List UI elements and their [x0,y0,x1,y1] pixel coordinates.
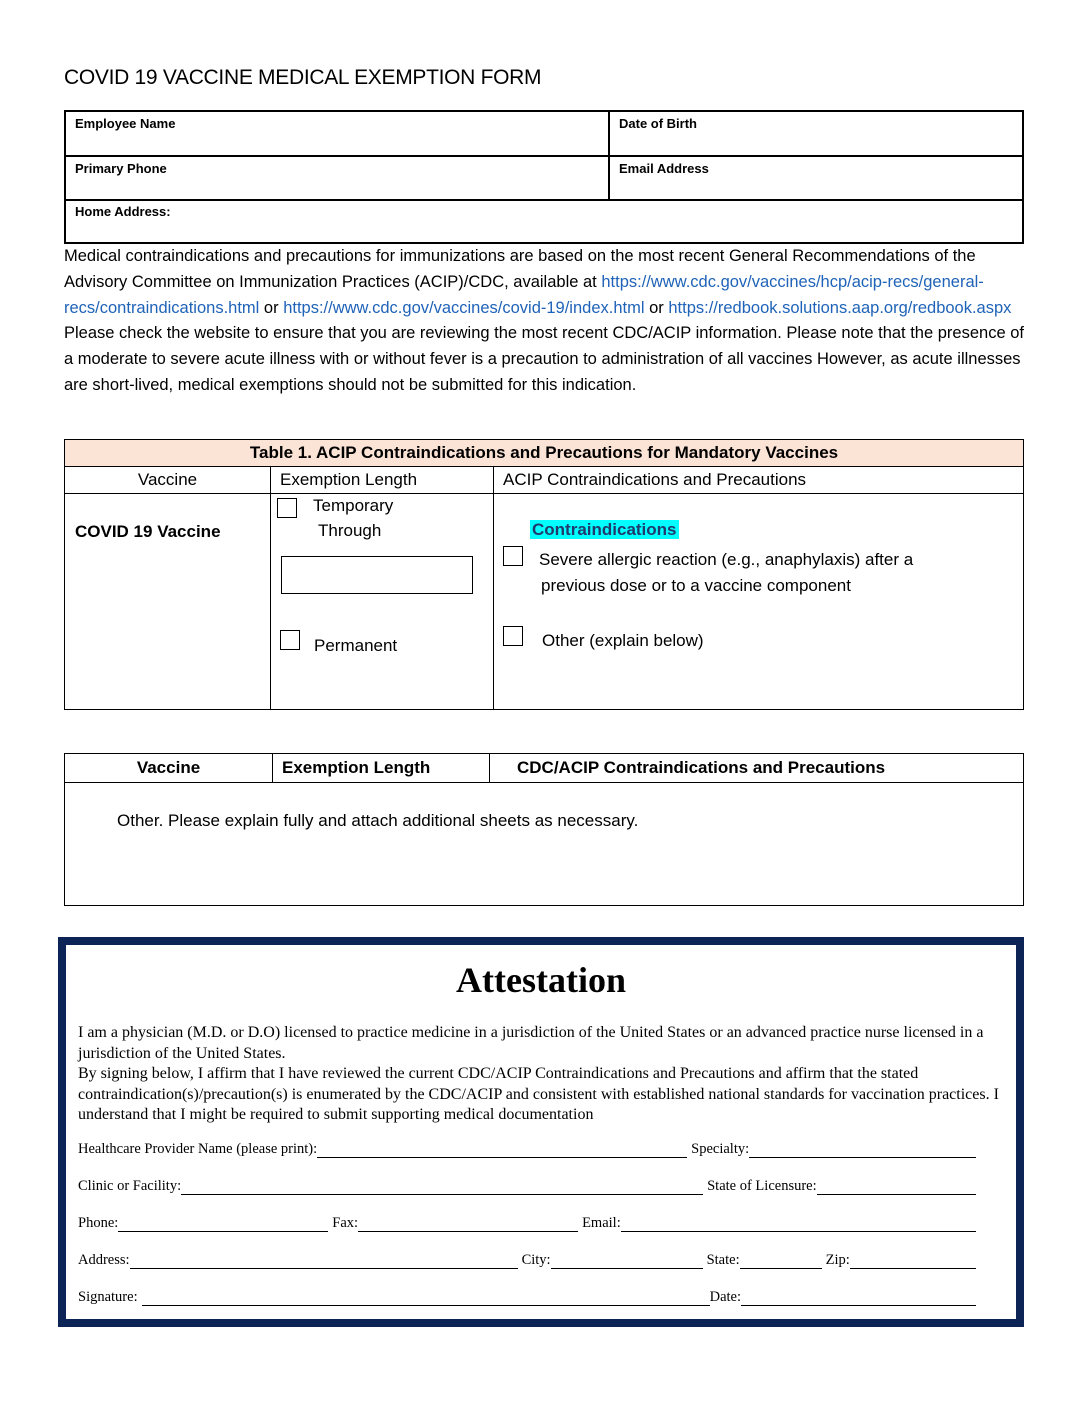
employee-name-label: Employee Name [75,116,176,131]
state-input[interactable] [740,1254,822,1269]
primary-phone-field[interactable] [75,161,595,197]
temporary-checkbox[interactable] [277,498,297,518]
column-header-vaccine: Vaccine [65,754,273,783]
employee-name-field[interactable] [75,116,595,154]
temporary-label: Temporary [313,496,394,515]
signature-label: Signature: [78,1289,138,1305]
attestation-box [58,937,1024,1327]
intro-paragraph [64,244,1024,399]
cdc-covid19-link[interactable]: https://www.cdc.gov/vaccines/covid-19/index.html [283,298,645,317]
signature-row [78,1286,976,1306]
explanation-field[interactable] [65,783,1024,906]
specialty-input[interactable] [749,1143,976,1158]
zip-input[interactable] [850,1254,976,1269]
city-input[interactable] [551,1254,703,1269]
severe-allergic-reaction-checkbox[interactable] [503,546,523,566]
state-licensure-label: State of Licensure: [707,1178,817,1194]
specialty-label: Specialty: [691,1141,750,1157]
column-header-vaccine: Vaccine [65,467,271,494]
column-header-contraindications: CDC/ACIP Contraindications and Precautions [490,754,1024,783]
phone-label: Phone: [78,1215,119,1231]
employee-info-table [64,110,1024,244]
divider [66,155,1022,157]
email-input[interactable] [621,1217,976,1232]
column-header-exemption-length: Exemption Length [273,754,490,783]
through-label: Through [318,521,382,540]
attestation-text [78,1023,1008,1126]
contact-row [78,1212,976,1232]
contraindications-highlight: Contraindications [532,520,677,539]
provider-name-input[interactable] [317,1143,687,1158]
explanation-prompt: Other. Please explain fully and attach additional sheets as necessary. [117,811,639,830]
date-of-birth-field[interactable] [619,116,1019,154]
through-date-input[interactable] [281,556,473,594]
email-address-label: Email Address [619,161,709,176]
email-label: Email: [582,1215,621,1231]
explanation-table [64,753,1024,906]
clinic-input[interactable] [181,1180,703,1195]
severe-allergic-reaction-label-cont: previous dose or to a vaccine component [541,576,851,595]
divider [66,199,1022,201]
phone-input[interactable] [118,1217,328,1232]
primary-phone-label: Primary Phone [75,161,167,176]
clinic-label: Clinic or Facility: [78,1178,182,1194]
or-text: or [644,298,669,317]
other-checkbox[interactable] [503,626,523,646]
provider-row [78,1138,976,1158]
other-label: Other (explain below) [542,631,704,650]
contraindications-table [64,439,1024,710]
or-text: or [259,298,284,317]
fax-label: Fax: [332,1215,359,1231]
column-header-contraindications: ACIP Contraindications and Precautions [494,467,1024,494]
column-header-exemption-length: Exemption Length [271,467,494,494]
address-row [78,1249,976,1269]
contraindications-heading [530,520,679,540]
permanent-checkbox[interactable] [280,630,300,650]
table-caption: Table 1. ACIP Contraindications and Precautions for Mandatory Vaccines [65,440,1024,467]
permanent-label: Permanent [314,636,398,655]
severe-allergic-reaction-label: Severe allergic reaction (e.g., anaphylaxis) after a [539,550,914,569]
intro-text: Please check the website to ensure that you are reviewing the most recent CDC/ACIP information. Please note that the presence of a moderate to severe acute illness with or without fever is a precaution to administration of all vaccines However, as acute illnesses are short-lived, medical exemptions should not be submitted for this indication. [64,324,1024,394]
cdc-contraindications-link[interactable]: https://www.cdc.gov/vaccines/hcp/acip-recs/general-recs/contraindications.html [64,272,984,317]
home-address-label: Home Address: [75,204,171,219]
date-input[interactable] [741,1291,976,1306]
email-address-field[interactable] [619,161,1019,197]
zip-label: Zip: [825,1252,850,1268]
contraindications-cell [494,494,1024,710]
state-licensure-input[interactable] [817,1180,976,1195]
intro-text: Medical contraindications and precautions for immunizations are based on the most recent General Recommendations of the Advisory Committee on Immunization Practices (ACIP)/CDC, available at [64,247,976,291]
attestation-para-1: I am a physician (M.D. or D.O) licensed to practice medicine in a jurisdiction of the United States or an advanced practice nurse licensed in a jurisdiction of the United States. [78,1024,984,1062]
attestation-title: Attestation [456,960,626,1000]
clinic-row [78,1175,976,1195]
exemption-length-cell [271,494,494,710]
address-label: Address: [78,1252,130,1268]
home-address-field[interactable] [75,204,1015,240]
provider-name-label: Healthcare Provider Name (please print): [78,1141,318,1157]
signature-input[interactable] [142,1291,710,1306]
vaccine-cell [65,494,271,710]
attestation-para-2: By signing below, I affirm that I have reviewed the current CDC/ACIP Contraindications and Precautions and affirm that the stated contraindication(s)/precaution(s) is enumerated by the CDC/ACIP and consistent with established national standards for vaccination practices. I understand that I might be required to submit supporting medical documentation [78,1065,999,1123]
vaccine-name: COVID 19 Vaccine [75,522,221,541]
date-of-birth-label: Date of Birth [619,116,697,131]
state-label: State: [706,1252,740,1268]
form-title: COVID 19 VACCINE MEDICAL EXEMPTION FORM [64,66,542,89]
fax-input[interactable] [358,1217,578,1232]
redbook-link[interactable]: https://redbook.solutions.aap.org/redbook.aspx [668,298,1012,317]
date-label: Date: [709,1289,742,1305]
city-label: City: [521,1252,551,1268]
address-input[interactable] [130,1254,518,1269]
